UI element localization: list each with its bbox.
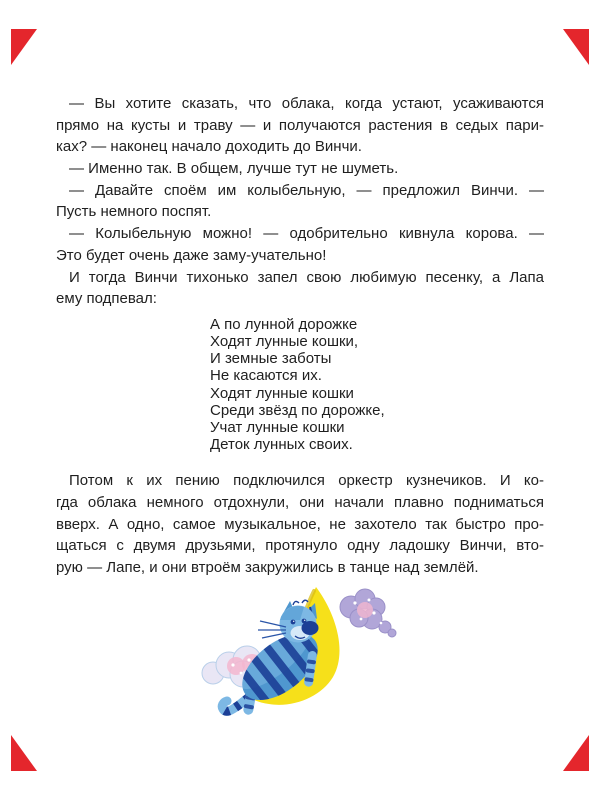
poem-line: А по лунной дорожке [210,315,358,333]
closing-paragraph [56,470,544,578]
text-line: — Давайте споём им колыбельную, — предложил Винчи. — [69,181,544,199]
text-line: гда облака немного отдохнули, они начали плавно подниматься [56,494,544,512]
text-line: ему подпевал: [56,290,157,308]
corner-mark-bottom-left [11,735,37,771]
text-line: Потом к их пению подключился оркестр кузнечиков. И ко- [69,472,544,490]
text-line: Это будет очень даже заму-учательно! [56,246,327,264]
corner-mark-top-left [11,29,37,65]
poem-line: Не касаются их. [210,367,322,385]
poem-line: Деток лунных своих. [210,436,353,454]
text-line: — Именно так. В общем, лучше тут не шуметь. [69,160,399,178]
text-line: — Колыбельную можно! — одобрительно кивнула корова. — [69,225,544,243]
text-line: И тогда Винчи тихонько запел свою любимую песенку, а Лапа [69,268,544,286]
lullaby-poem [210,316,544,454]
text-line: ках? — наконец начало доходить до Винчи. [56,138,362,156]
corner-mark-top-right [563,29,589,65]
poem-line: Ходят лунные кошки [210,384,354,402]
text-line: рую — Лапе, и они втроём закружились в танце над землёй. [56,559,479,577]
moon-cat-illustration [185,575,405,725]
story-text [56,93,544,579]
text-line: вверх. А одно, самое музыкальное, не захотело так быстро про- [56,515,544,533]
poem-line: Учат лунные кошки [210,419,345,436]
text-line: — Вы хотите сказать, что облака, когда устают, усаживаются [69,95,544,112]
poem-line: Среди звёзд по дорожке, [210,401,385,419]
poem-line: Ходят лунные кошки, [210,333,359,351]
cloud-right [340,589,396,637]
text-line: прямо на кусты и траву — и получаются растения в седых пари- [56,116,544,134]
poem-line: И земные заботы [210,350,332,368]
corner-mark-bottom-right [563,735,589,771]
text-line: Пусть немного поспят. [56,203,212,221]
text-line: щаться с двумя друзьями, протянуло одну ладошку Винчи, вто- [56,537,544,555]
